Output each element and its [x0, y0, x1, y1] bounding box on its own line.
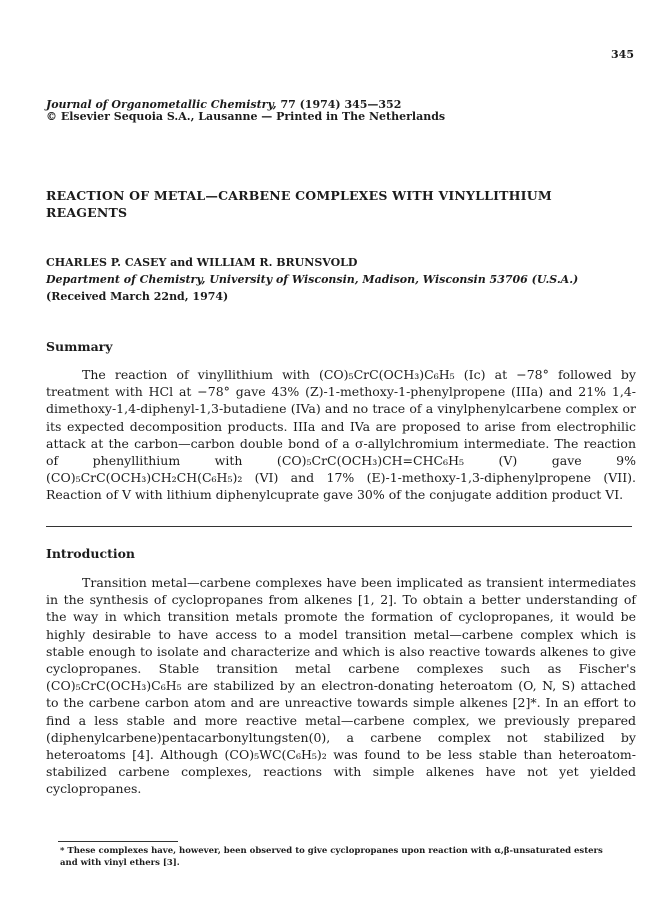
- journal-citation: 77 (1974) 345—352: [276, 98, 402, 111]
- authors: CHARLES P. CASEY and WILLIAM R. BRUNSVOLD: [46, 256, 358, 269]
- footnote: * These complexes have, however, been observed to give cyclopropanes upon reaction with α,β-unsaturated esters and with vinyl ethers [3].: [60, 846, 603, 868]
- summary-paragraph: The reaction of vinyllithium with (CO)₅CrC(OCH₃)C₆H₅ (Ic) at −78° followed by treatment with HCl at −78° gave 43% (Z)-1-methoxy-1-phenylpropene (IIIa) and 21% 1,4-dimethoxy-1,4-diphenyl-1,3-butadiene (IVa) and no trace of a vinylphenylcarbene complex or its expected decomposition products. IIIa and IVa are proposed to arise from electrophilic attack at the carbon—carbon double bond of a σ-allylchromium intermediate. The reaction of phenyllithium with (CO)₅CrC(OCH₃)CH=CHC₆H₅ (V) gave 9% (CO)₅CrC(OCH₃)CH₂CH(C₆H₅)₂ (VI) and 17% (E)-1-methoxy-1,3-diphenylpropene (VII). Reaction of V with lithium diphenylcuprate gave 30% of the conjugate addition product VI.: [46, 367, 636, 503]
- introduction-heading: Introduction: [46, 546, 136, 561]
- footnote-divider: [58, 841, 178, 842]
- introduction-paragraph: Transition metal—carbene complexes have been implicated as transient intermediates in the synthesis of cyclopropanes from alkenes [1, 2]. To obtain a better understanding of the way in which transition metals promote the formation of cyclopropanes, it would be highly desirable to have access to a model transition metal—carbene complex which is stable enough to isolate and characterize and which is also reactive towards alkenes to give cyclopropanes. Stable transition metal carbene complexes such as Fischer's (CO)₅CrC(OCH₃)C₆H₅ are stabilized by an electron-donating heteroatom (O, N, S) attached to the carbene carbon atom and are unreactive towards simple alkenes [2]*. In an effort to find a less stable and more reactive metal—carbene complex, we previously prepared (diphenylcarbene)pentacarbonyltungsten(0), a carbene complex not stabilized by heteroatoms [4]. Although (CO)₅WC(C₆H₅)₂ was found to be less stable than heteroatom-stabilized carbene complexes, reactions with simple alkenes have not yet yielded cyclopropanes.: [46, 575, 636, 797]
- article-title: [46, 187, 646, 221]
- received-date: (Received March 22nd, 1974): [46, 290, 229, 303]
- title-line-2: REAGENTS: [46, 205, 128, 220]
- page-number: 345: [611, 48, 634, 61]
- section-divider: [46, 526, 632, 527]
- publisher-line: © Elsevier Sequoia S.A., Lausanne — Printed in The Netherlands: [46, 110, 446, 123]
- title-line-1: REACTION OF METAL—CARBENE COMPLEXES WITH VINYLLITHIUM: [46, 188, 552, 203]
- journal-name: Journal of Organometallic Chemistry,: [46, 98, 277, 111]
- affiliation: Department of Chemistry, University of Wisconsin, Madison, Wisconsin 53706 (U.S.A.): [46, 273, 579, 286]
- summary-heading: Summary: [46, 339, 113, 354]
